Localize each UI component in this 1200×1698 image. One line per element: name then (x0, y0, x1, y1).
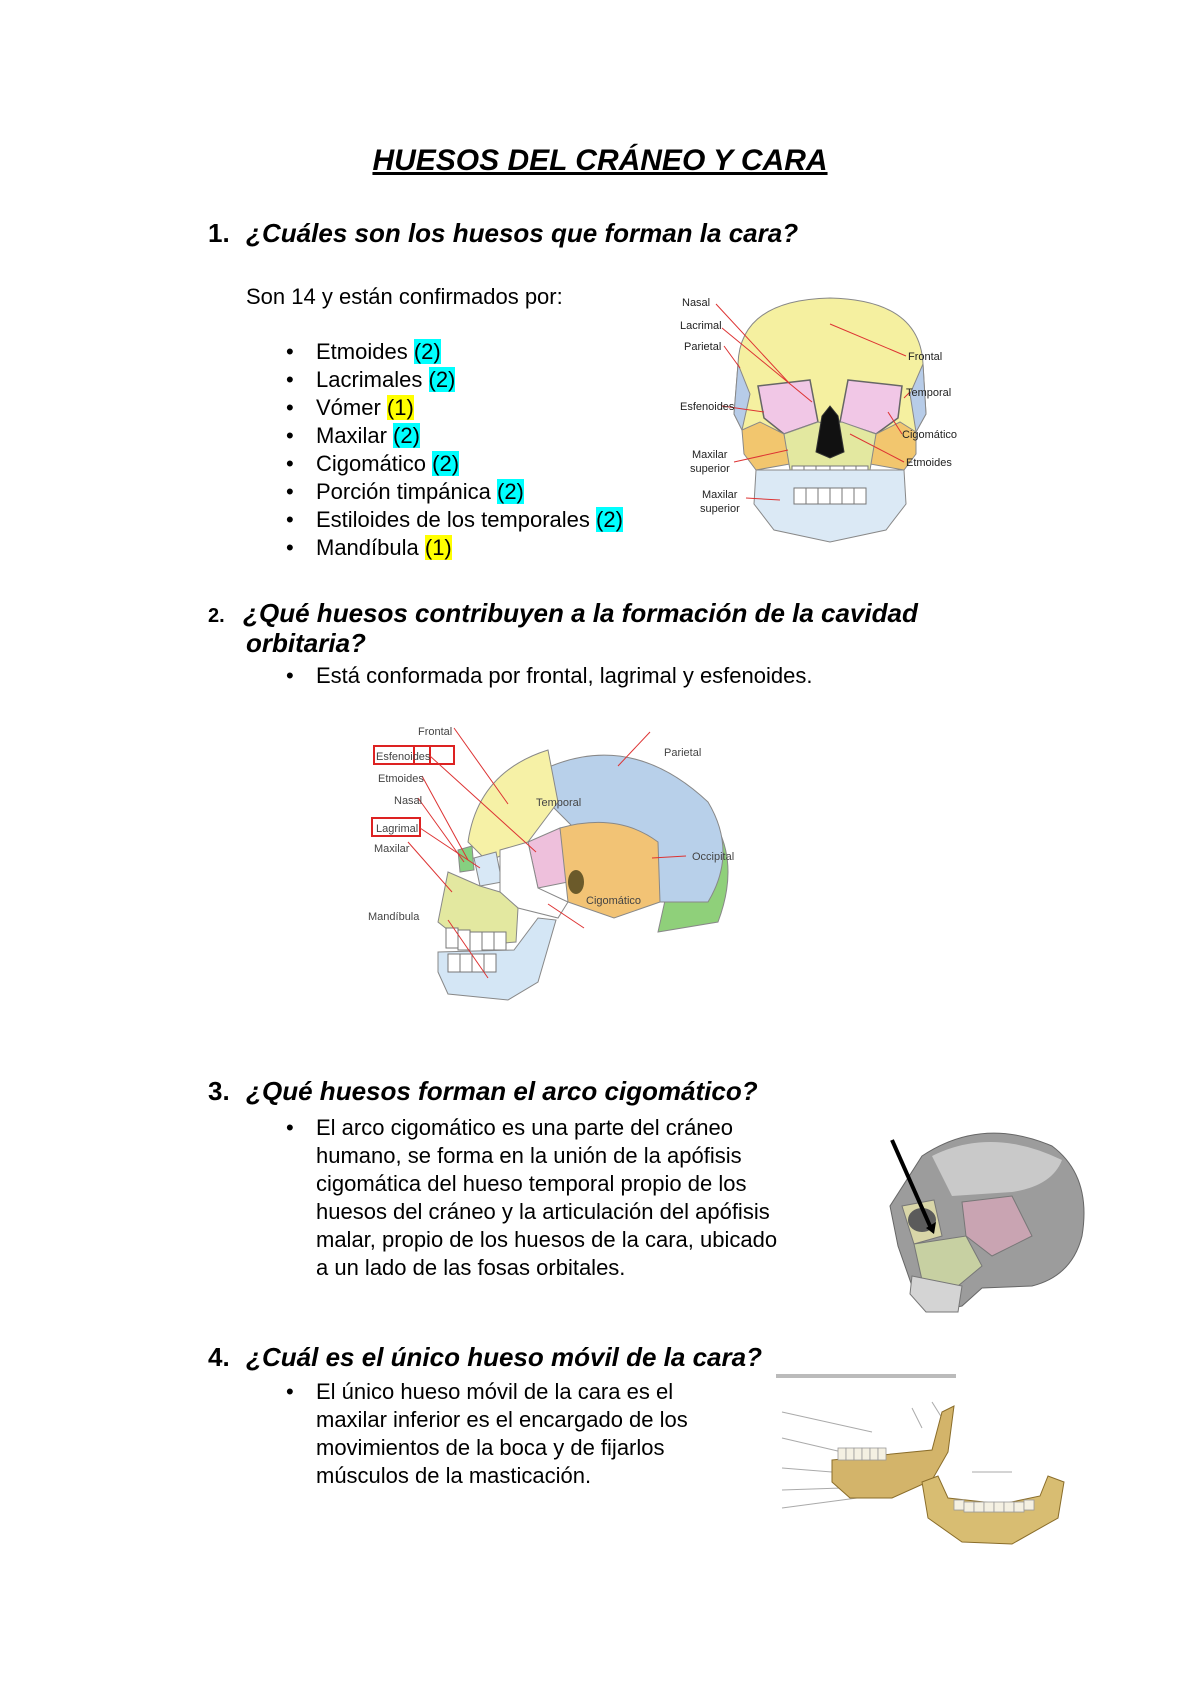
q1-bone-item (276, 394, 623, 422)
mandible-figure (772, 1372, 1072, 1552)
bone-name: Estiloides de los temporales (316, 507, 590, 532)
question-1 (208, 218, 798, 249)
question-4-text: ¿Cuál es el único hueso móvil de la cara? (246, 1342, 762, 1372)
q1-bone-item (276, 478, 623, 506)
frontal-skull-figure (680, 294, 980, 556)
fig2-label-occipital: Occipital (692, 851, 735, 863)
fig2-label-parietal: Parietal (664, 747, 702, 759)
bone-name: Vómer (316, 395, 381, 420)
fig1-label-cigomatico: Cigomático (902, 429, 958, 441)
fig1-label-etmoides: Etmoides (906, 457, 952, 469)
fig1-label-parietal: Parietal (684, 341, 722, 353)
q2-answer: • Está conformada por frontal, lagrimal y esfenoides. (276, 662, 812, 690)
bone-count: (2) (393, 423, 420, 448)
q3-answer-line: huesos del cráneo y la articulación del apófisis (316, 1199, 770, 1224)
question-3 (208, 1076, 758, 1107)
question-2-line-2: orbitaria? (246, 628, 366, 658)
fig2-label-temporal: Temporal (536, 797, 582, 809)
question-1-number: 1. (208, 218, 230, 248)
fig1-label-nasal: Nasal (682, 297, 711, 309)
q3-answer-line: cigomática del hueso temporal propio de los (316, 1171, 747, 1196)
bone-count: (1) (424, 535, 452, 560)
q2-answer-list (276, 662, 812, 690)
fig2-label-lagrimal: Lagrimal (376, 823, 419, 835)
bone-count: (2) (497, 479, 524, 504)
question-3-text: ¿Qué huesos forman el arco cigomático? (246, 1076, 758, 1106)
bone-count: (2) (428, 367, 456, 392)
q1-bone-item (276, 422, 623, 450)
q1-bone-item (276, 450, 623, 478)
q3-answer (276, 1114, 777, 1282)
fig1-label-maxilar-1: Maxilar (692, 449, 728, 461)
q4-answer-line: maxilar inferior es el encargado de los (316, 1407, 688, 1432)
q3-answer-line: humano, se forma en la unión de la apófisis (316, 1143, 742, 1168)
bone-count: (2) (432, 451, 460, 476)
q3-answer-line: malar, propio de los huesos de la cara, ubicado (316, 1227, 778, 1252)
q1-bone-item (276, 506, 623, 534)
question-2-number: 2. (208, 605, 225, 627)
bone-count: (2) (413, 339, 441, 364)
fig2-label-frontal: Frontal (418, 726, 453, 738)
q4-answer (276, 1378, 688, 1490)
bone-name: Lacrimales (316, 367, 423, 392)
fig2-label-cigomatico: Cigomático (586, 895, 642, 907)
fig1-label-superior-2: superior (700, 503, 740, 515)
fig1-label-temporal: Temporal (906, 387, 952, 399)
question-2 (208, 598, 918, 629)
fig2-label-mandibula: Mandíbula (368, 911, 420, 923)
question-2-line-1: ¿Qué huesos contribuyen a la formación de la cavidad (243, 598, 918, 628)
bone-name: Etmoides (316, 339, 408, 364)
bone-name: Mandíbula (316, 535, 419, 560)
page-title: HUESOS DEL CRÁNEO Y CARA (372, 144, 828, 177)
q3-answer-list (276, 1114, 777, 1282)
fig2-label-maxilar: Maxilar (374, 843, 410, 855)
question-4 (208, 1342, 762, 1373)
q3-answer-line: a un lado de las fosas orbitales. (316, 1255, 626, 1280)
zygomatic-arch-figure (862, 1116, 1092, 1316)
fig1-label-lacrimal: Lacrimal (680, 320, 722, 332)
bone-name: Cigomático (316, 451, 427, 476)
bone-name: Maxilar (316, 423, 387, 448)
question-1-text: ¿Cuáles son los huesos que forman la cara? (246, 218, 799, 248)
q4-answer-list (276, 1378, 688, 1490)
bone-count: (2) (596, 507, 623, 532)
q1-intro: Son 14 y están confirmados por: (246, 284, 563, 309)
fig1-label-superior-1: superior (690, 463, 730, 475)
fig1-label-maxilar-2: Maxilar (702, 489, 738, 501)
bone-count: (1) (386, 395, 414, 420)
q1-bone-item (276, 338, 623, 366)
bone-name: Porción timpánica (316, 479, 491, 504)
q1-bone-item (276, 366, 623, 394)
question-4-number: 4. (208, 1342, 230, 1372)
q4-answer-line: músculos de la masticación. (316, 1463, 592, 1488)
fig1-label-esfenoides: Esfenoides (680, 401, 735, 413)
question-3-number: 3. (208, 1076, 230, 1106)
fig2-label-esfenoides: Esfenoides (376, 751, 431, 763)
q3-answer-line: • El arco cigomático es una parte del cráneo (316, 1115, 734, 1140)
q4-answer-line: • El único hueso móvil de la cara es el (316, 1379, 674, 1404)
q1-bone-item (276, 534, 623, 562)
lateral-skull-figure (368, 726, 808, 1032)
fig1-label-frontal: Frontal (908, 351, 943, 363)
q4-answer-line: movimientos de la boca y de fijarlos (316, 1435, 665, 1460)
fig2-label-etmoides: Etmoides (378, 773, 424, 785)
q1-bone-list (276, 338, 623, 562)
fig2-label-nasal: Nasal (394, 795, 423, 807)
